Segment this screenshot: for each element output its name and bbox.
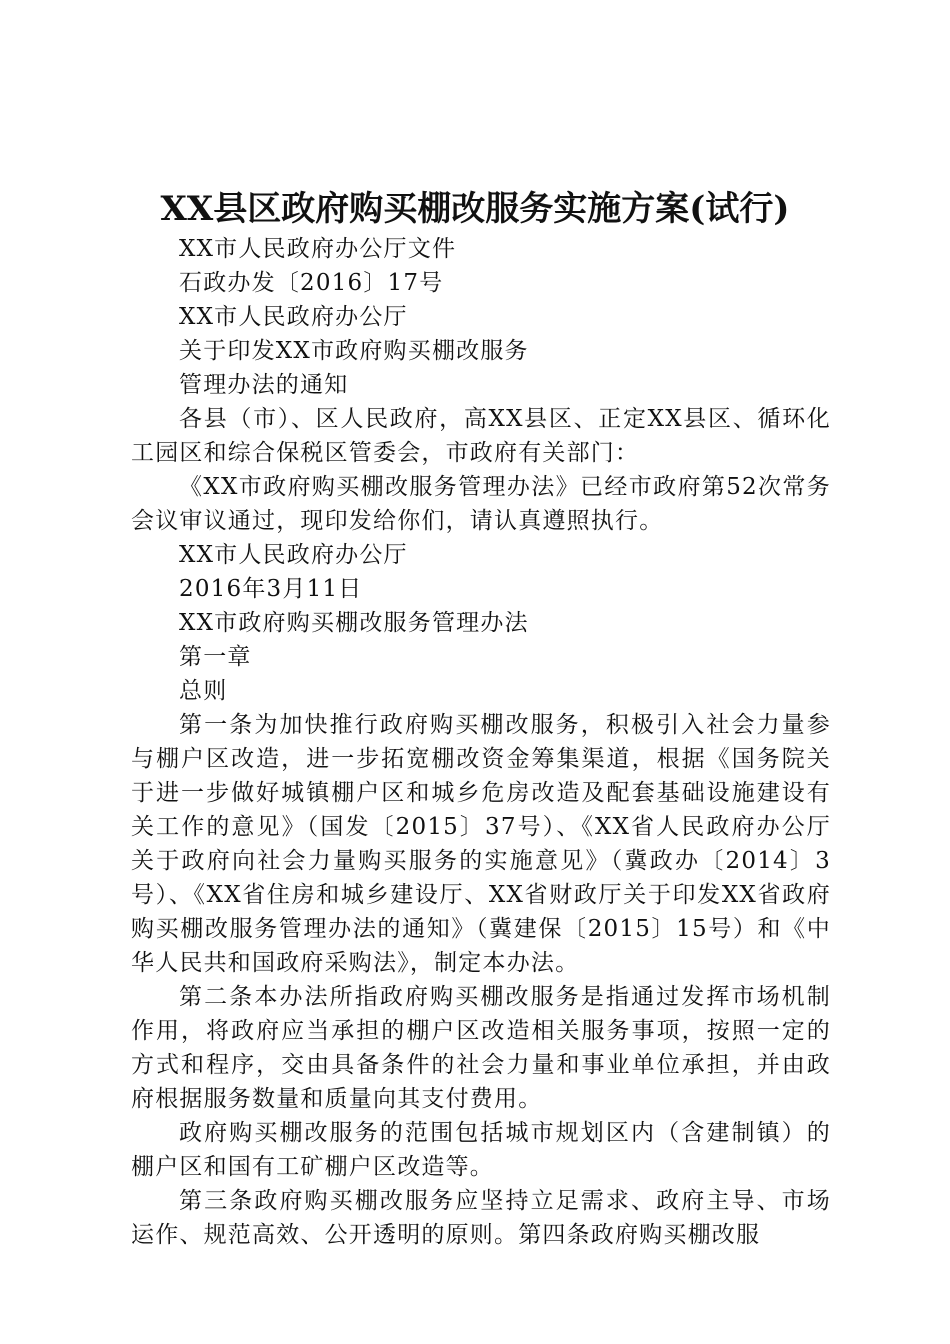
document-body (131, 232, 831, 1252)
regulation-title-line: XX市政府购买棚改服务管理办法 (179, 610, 529, 636)
addressee-paragraph: 各县（市）、区人民政府，高XX县区、正定XX县区、循环化工园区和综合保税区管委会，市政府有关部门： (131, 406, 831, 466)
chapter-name-line: 总则 (179, 678, 228, 704)
header-line: 关于印发XX市政府购买棚改服务 (179, 338, 529, 364)
header-line: XX市人民政府办公厅 (179, 304, 408, 330)
date-line: 2016年3月11日 (179, 576, 363, 602)
issuer-line: XX市人民政府办公厅 (179, 542, 408, 568)
header-line: 管理办法的通知 (179, 372, 349, 398)
article-paragraph: 第三条政府购买棚改服务应坚持立足需求、政府主导、市场运作、规范高效、公开透明的原则。第四条政府购买棚改服 (131, 1188, 831, 1248)
header-line: XX市人民政府办公厅文件 (179, 236, 457, 262)
chapter-line: 第一章 (179, 644, 252, 670)
document-title: XX县区政府购买棚改服务实施方案(试行) (160, 189, 790, 229)
article-paragraph: 第二条本办法所指政府购买棚改服务是指通过发挥市场机制作用，将政府应当承担的棚户区改造相关服务事项，按照一定的方式和程序，交由具备条件的社会力量和事业单位承担，并由政府根据服务数量和质量向其支付费用。 (131, 984, 831, 1112)
article-paragraph: 政府购买棚改服务的范围包括城市规划区内（含建制镇）的棚户区和国有工矿棚户区改造等。 (131, 1120, 831, 1180)
header-line: 石政办发〔2016〕17号 (179, 270, 444, 296)
notice-paragraph: 《XX市政府购买棚改服务管理办法》已经市政府第52次常务会议审议通过，现印发给你们，请认真遵照执行。 (131, 474, 831, 534)
article-paragraph: 第一条为加快推行政府购买棚改服务，积极引入社会力量参与棚户区改造，进一步拓宽棚改资金筹集渠道，根据《国务院关于进一步做好城镇棚户区和城乡危房改造及配套基础设施建设有关工作的意见》（国发〔2015〕37号）、《XX省人民政府办公厅关于政府向社会力量购买服务的实施意见》（冀政办〔2014〕3号）、《XX省住房和城乡建设厅、XX省财政厅关于印发XX省政府购买棚改服务管理办法的通知》（冀建保〔2015〕15号）和《中华人民共和国政府采购法》，制定本办法。 (131, 712, 831, 976)
